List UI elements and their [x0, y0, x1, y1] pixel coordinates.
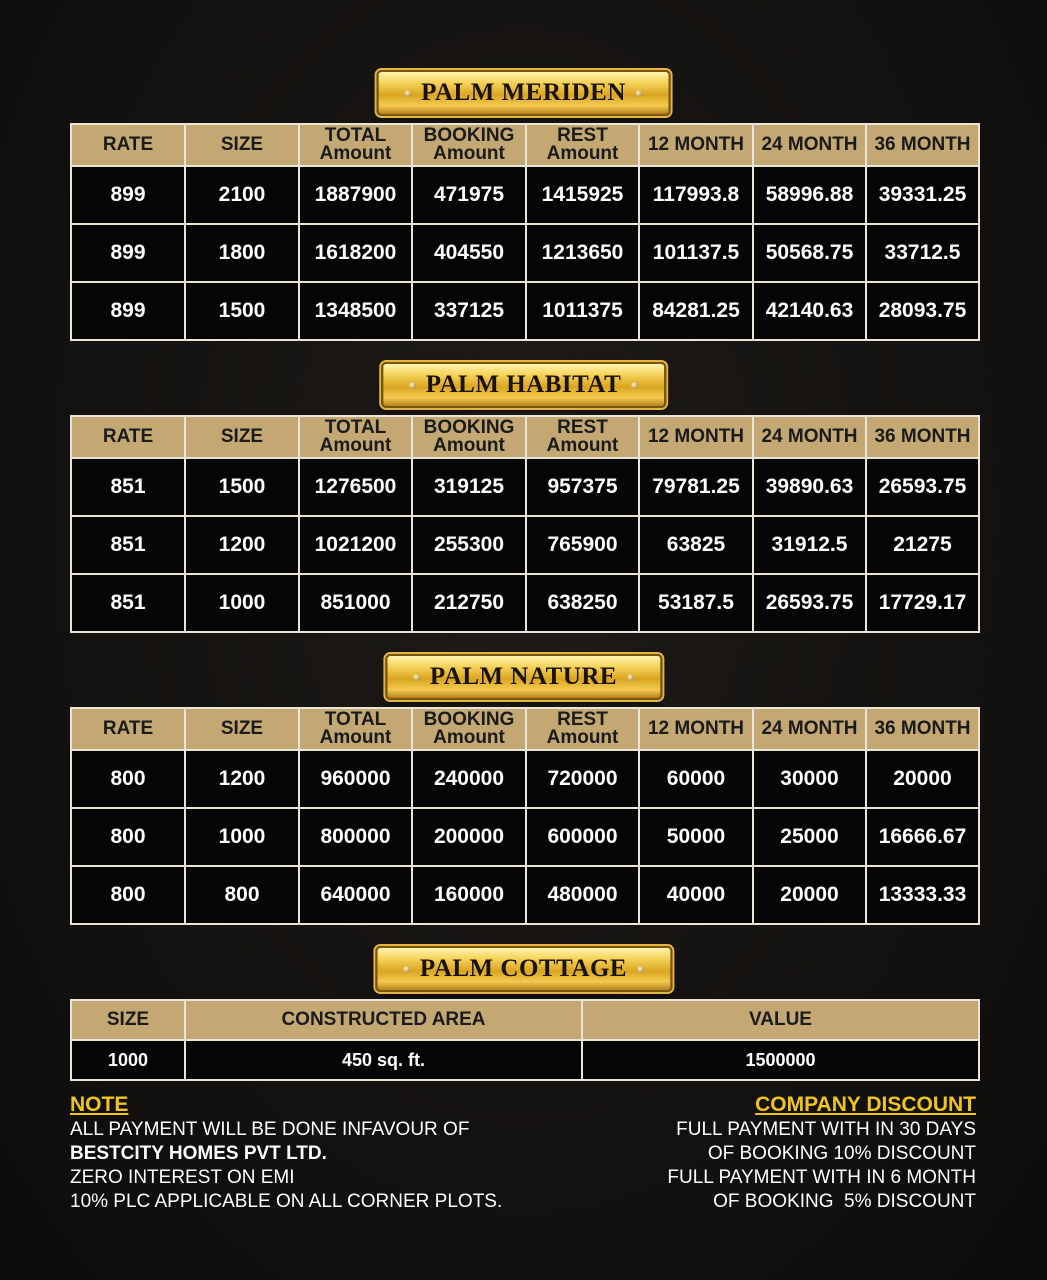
- cell-total: 1618200: [299, 224, 412, 282]
- price-table-palm-meriden: [70, 123, 980, 341]
- cell-rest: 957375: [526, 458, 639, 516]
- cell-size: 1000: [185, 808, 299, 866]
- cell-12-month: 101137.5: [639, 224, 753, 282]
- cell-rate: 851: [71, 516, 185, 574]
- table-header-row: [71, 708, 979, 750]
- cell-rate: 800: [71, 866, 185, 924]
- table-row: [71, 1040, 979, 1080]
- table-row: [71, 458, 979, 516]
- cell-24-month: 50568.75: [753, 224, 866, 282]
- cell-rate: 800: [71, 808, 185, 866]
- table-header-row: [71, 1000, 979, 1040]
- cell-rest: 600000: [526, 808, 639, 866]
- header-booking-amount: BOOKING Amount: [412, 416, 526, 458]
- cell-24-month: 26593.75: [753, 574, 866, 632]
- cell-12-month: 50000: [639, 808, 753, 866]
- table-row: [71, 516, 979, 574]
- cell-36-month: 13333.33: [866, 866, 979, 924]
- table-row: [71, 166, 979, 224]
- cell-booking: 212750: [412, 574, 526, 632]
- note-line: ALL PAYMENT WILL BE DONE INFAVOUR OF: [70, 1119, 470, 1140]
- cell-36-month: 16666.67: [866, 808, 979, 866]
- header-booking-amount: BOOKING Amount: [412, 124, 526, 166]
- price-table-palm-cottage: [70, 999, 980, 1081]
- header-rest-amount: REST Amount: [526, 416, 639, 458]
- cell-rate: 899: [71, 166, 185, 224]
- bolt-icon: [637, 966, 644, 973]
- header-36-month: 36 MONTH: [866, 124, 979, 166]
- cell-36-month: 33712.5: [866, 224, 979, 282]
- cell-36-month: 21275: [866, 516, 979, 574]
- section-title-word: PALM: [429, 663, 504, 690]
- cell-rest: 720000: [526, 750, 639, 808]
- table-row: [71, 808, 979, 866]
- cell-rest: 1213650: [526, 224, 639, 282]
- note-line-company: BESTCITY HOMES PVT LTD.: [70, 1143, 327, 1164]
- section-title-palm-nature: [385, 654, 662, 700]
- header-rate: RATE: [71, 708, 185, 750]
- cell-rest: 638250: [526, 574, 639, 632]
- header-size: SIZE: [185, 124, 299, 166]
- cell-size: 1800: [185, 224, 299, 282]
- cell-size: 1200: [185, 750, 299, 808]
- section-title-palm-cottage: [375, 946, 672, 992]
- section-title-word: HABITAT: [506, 371, 622, 398]
- section-title-word: NATURE: [510, 663, 618, 690]
- cell-rest: 1415925: [526, 166, 639, 224]
- cell-size: 800: [185, 866, 299, 924]
- section-title-word: COTTAGE: [500, 955, 628, 982]
- header-24-month: 24 MONTH: [753, 416, 866, 458]
- header-constructed-area: CONSTRUCTED AREA: [185, 1000, 582, 1040]
- cell-12-month: 117993.8: [639, 166, 753, 224]
- header-size: SIZE: [71, 1000, 185, 1040]
- cell-12-month: 60000: [639, 750, 753, 808]
- section-title-word: PALM: [421, 79, 495, 106]
- cell-rate: 851: [71, 574, 185, 632]
- discount-block: [516, 1092, 976, 1214]
- cell-size: 2100: [185, 166, 299, 224]
- cell-total: 800000: [299, 808, 412, 866]
- cell-12-month: 40000: [639, 866, 753, 924]
- header-36-month: 36 MONTH: [866, 708, 979, 750]
- bolt-icon: [636, 90, 643, 97]
- cell-rate: 899: [71, 224, 185, 282]
- discount-line: OF BOOKING 10% DISCOUNT: [707, 1143, 976, 1164]
- cell-24-month: 20000: [753, 866, 866, 924]
- header-total-amount: TOTAL Amount: [299, 708, 412, 750]
- cell-rate: 800: [71, 750, 185, 808]
- discount-line: FULL PAYMENT WITH IN 30 DAYS: [676, 1119, 976, 1140]
- cell-total: 1021200: [299, 516, 412, 574]
- header-rest-amount: REST Amount: [526, 124, 639, 166]
- cell-size: 1200: [185, 516, 299, 574]
- cell-rate: 899: [71, 282, 185, 340]
- cell-36-month: 17729.17: [866, 574, 979, 632]
- bolt-icon: [409, 382, 416, 389]
- cell-value: 1500000: [582, 1040, 979, 1080]
- cell-booking: 200000: [412, 808, 526, 866]
- note-line: 10% PLC APPLICABLE ON ALL CORNER PLOTS.: [70, 1191, 503, 1212]
- price-table-palm-nature: [70, 707, 980, 925]
- header-12-month: 12 MONTH: [639, 416, 753, 458]
- cell-constructed-area: 450 sq. ft.: [185, 1040, 582, 1080]
- header-12-month: 12 MONTH: [639, 708, 753, 750]
- cell-booking: 255300: [412, 516, 526, 574]
- bolt-icon: [627, 674, 634, 681]
- cell-12-month: 53187.5: [639, 574, 753, 632]
- bolt-icon: [403, 966, 410, 973]
- cell-rest: 480000: [526, 866, 639, 924]
- header-total-amount: TOTAL Amount: [299, 124, 412, 166]
- table-row: [71, 282, 979, 340]
- section-title-word: PALM: [419, 955, 494, 982]
- header-booking-amount: BOOKING Amount: [412, 708, 526, 750]
- cell-24-month: 39890.63: [753, 458, 866, 516]
- header-24-month: 24 MONTH: [753, 124, 866, 166]
- section-title-word: MERIDEN: [501, 79, 626, 106]
- cell-rest: 1011375: [526, 282, 639, 340]
- cell-36-month: 26593.75: [866, 458, 979, 516]
- cell-24-month: 25000: [753, 808, 866, 866]
- header-total-amount: TOTAL Amount: [299, 416, 412, 458]
- section-title-word: PALM: [425, 371, 500, 398]
- note-title: NOTE: [70, 1093, 129, 1116]
- cell-36-month: 39331.25: [866, 166, 979, 224]
- cell-12-month: 84281.25: [639, 282, 753, 340]
- bolt-icon: [631, 382, 638, 389]
- header-36-month: 36 MONTH: [866, 416, 979, 458]
- header-value: VALUE: [582, 1000, 979, 1040]
- cell-rate: 851: [71, 458, 185, 516]
- cell-24-month: 58996.88: [753, 166, 866, 224]
- cell-36-month: 28093.75: [866, 282, 979, 340]
- cell-booking: 404550: [412, 224, 526, 282]
- cell-booking: 319125: [412, 458, 526, 516]
- header-rate: RATE: [71, 416, 185, 458]
- discount-title: COMPANY DISCOUNT: [755, 1093, 976, 1116]
- header-12-month: 12 MONTH: [639, 124, 753, 166]
- cell-24-month: 42140.63: [753, 282, 866, 340]
- table-header-row: [71, 416, 979, 458]
- cell-booking: 160000: [412, 866, 526, 924]
- table-row: [71, 574, 979, 632]
- cell-size: 1500: [185, 458, 299, 516]
- cell-size: 1500: [185, 282, 299, 340]
- note-line: ZERO INTEREST ON EMI: [70, 1167, 295, 1188]
- table-row: [71, 866, 979, 924]
- price-table-palm-habitat: [70, 415, 980, 633]
- note-block: [70, 1092, 590, 1214]
- header-size: SIZE: [185, 416, 299, 458]
- bolt-icon: [413, 674, 420, 681]
- table-row: [71, 750, 979, 808]
- cell-rest: 765900: [526, 516, 639, 574]
- cell-12-month: 63825: [639, 516, 753, 574]
- cell-booking: 240000: [412, 750, 526, 808]
- table-row: [71, 224, 979, 282]
- header-rate: RATE: [71, 124, 185, 166]
- cell-total: 960000: [299, 750, 412, 808]
- header-rest-amount: REST Amount: [526, 708, 639, 750]
- section-title-palm-meriden: [376, 70, 671, 116]
- bolt-icon: [404, 90, 411, 97]
- discount-line: OF BOOKING 5% DISCOUNT: [713, 1191, 976, 1212]
- cell-24-month: 30000: [753, 750, 866, 808]
- cell-size: 1000: [185, 574, 299, 632]
- cell-booking: 471975: [412, 166, 526, 224]
- cell-total: 1276500: [299, 458, 412, 516]
- cell-12-month: 79781.25: [639, 458, 753, 516]
- cell-24-month: 31912.5: [753, 516, 866, 574]
- discount-line: FULL PAYMENT WITH IN 6 MONTH: [667, 1167, 976, 1188]
- cell-total: 1887900: [299, 166, 412, 224]
- cell-36-month: 20000: [866, 750, 979, 808]
- header-24-month: 24 MONTH: [753, 708, 866, 750]
- cell-total: 640000: [299, 866, 412, 924]
- table-header-row: [71, 124, 979, 166]
- cell-booking: 337125: [412, 282, 526, 340]
- header-size: SIZE: [185, 708, 299, 750]
- cell-size: 1000: [71, 1040, 185, 1080]
- cell-total: 851000: [299, 574, 412, 632]
- cell-total: 1348500: [299, 282, 412, 340]
- section-title-palm-habitat: [381, 362, 667, 408]
